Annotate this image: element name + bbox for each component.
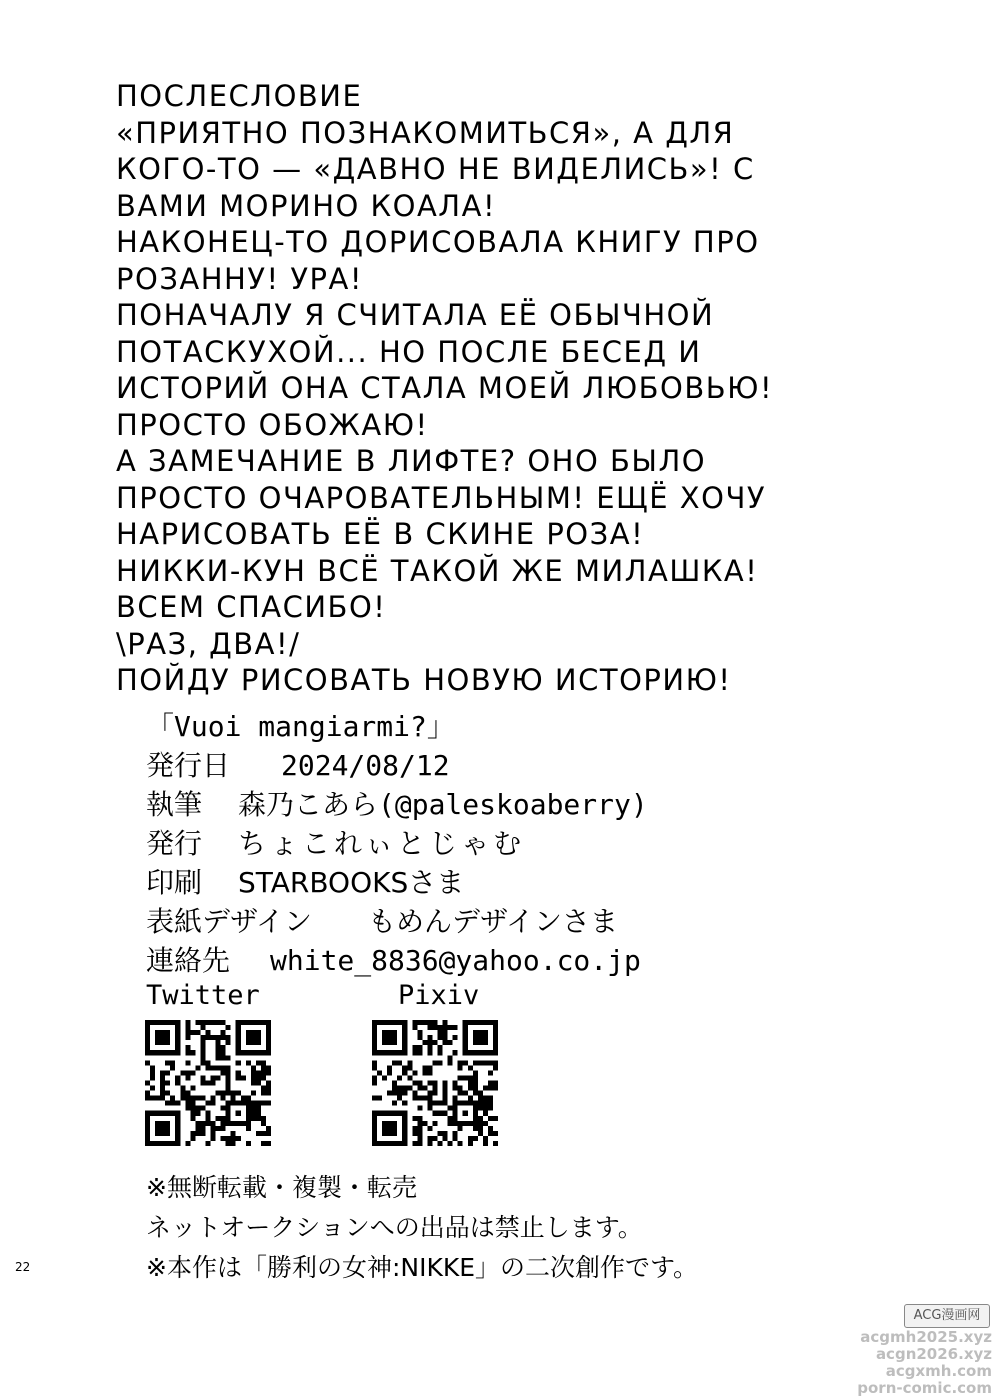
afterword-line: НИККИ-КУН ВСЁ ТАКОЙ ЖЕ МИЛАШКА!	[116, 553, 759, 588]
contact-email[interactable]: white_8836@yahoo.co.jp	[270, 944, 641, 977]
afterword-line: \РАЗ, ДВА!/	[116, 626, 301, 661]
colophon-value: ちょこれぃとじゃむ	[238, 827, 526, 860]
afterword-line: ИСТОРИЙ ОНА СТАЛА МОЕЙ ЛЮБОВЬЮ!	[116, 371, 774, 405]
book-title: 「Vuoi mangiarmi?」	[146, 710, 455, 743]
colophon-row-printer	[146, 863, 648, 902]
afterword-line: РОЗАННУ! УРА!	[116, 261, 363, 296]
colophon-row-contact	[146, 941, 648, 980]
notice-line: ネットオークションへの出品は禁止します。	[146, 1213, 643, 1242]
colophon-label: 執筆	[146, 788, 203, 821]
twitter-qr-code-icon[interactable]	[145, 1020, 271, 1146]
afterword-line: НАРИСОВАТЬ ЕЁ В СКИНЕ РОЗА!	[116, 517, 645, 551]
afterword-line: ПОЙДУ РИСОВАТЬ НОВУЮ ИСТОРИЮ!	[116, 663, 732, 697]
afterword-line: ПРОСТО ОЧАРОВАТЕЛЬНЫМ! ЕЩЁ ХОЧУ	[116, 480, 767, 515]
afterword-line: ВАМИ МОРИНО КОАЛА!	[116, 188, 497, 223]
twitter-label: Twitter	[146, 980, 260, 1011]
notice-line: ※無断転載・複製・転売	[146, 1173, 417, 1202]
colophon-label: 発行	[146, 827, 203, 860]
watermark-domain: acgmh2025.xyz	[860, 1328, 992, 1346]
watermark-domain: acgn2026.xyz	[875, 1345, 992, 1363]
colophon-row-cover-design	[146, 902, 648, 941]
afterword-line: НАКОНЕЦ-ТО ДОРИСОВАЛА КНИГУ ПРО	[116, 225, 760, 259]
colophon-value: もめんデザインさま	[368, 905, 619, 938]
colophon-value: 森乃こあら(@paleskoaberry)	[238, 788, 648, 821]
colophon-row-publisher	[146, 824, 648, 863]
notice-line: ※本作は「勝利の女神:NIKKE」の二次創作です。	[146, 1253, 699, 1282]
afterword-line: «ПРИЯТНО ПОЗНАКОМИТЬСЯ», А ДЛЯ	[116, 115, 735, 150]
colophon-label: 発行日	[146, 749, 231, 782]
afterword-line: А ЗАМЕЧАНИЕ В ЛИФТЕ? ОНО БЫЛО	[116, 444, 707, 478]
colophon-value: STARBOOKSさま	[238, 866, 465, 899]
afterword-line: ПОНАЧАЛУ Я СЧИТАЛА ЕЁ ОБЫЧНОЙ	[116, 298, 715, 332]
pixiv-label: Pixiv	[398, 980, 480, 1011]
colophon-row-date	[146, 746, 648, 785]
afterword-line: ВСЕМ СПАСИБО!	[116, 590, 387, 624]
colophon-row-author	[146, 785, 648, 824]
site-watermark	[856, 1300, 996, 1396]
afterword-line: КОГО-ТО — «ДАВНО НЕ ВИДЕЛИСЬ»! С	[116, 152, 755, 186]
page-number: 22	[15, 1260, 31, 1274]
colophon	[146, 707, 648, 980]
afterword-line: ПОТАСКУХОЙ... НО ПОСЛЕ БЕСЕД И	[116, 334, 702, 369]
afterword-line: ПРОСТО ОБОЖАЮ!	[116, 407, 429, 442]
colophon-label: 印刷	[146, 866, 203, 899]
watermark-domain: acgxmh.com	[885, 1362, 992, 1380]
watermark-brand: ACG漫画网	[904, 1304, 990, 1328]
colophon-value: 2024/08/12	[281, 749, 450, 782]
colophon-label: 連絡先	[146, 944, 231, 977]
afterword-line: ПОСЛЕСЛОВИЕ	[116, 79, 363, 113]
pixiv-qr-code-icon[interactable]	[372, 1020, 498, 1146]
watermark-domain: porn-comic.com	[857, 1379, 992, 1397]
copyright-notice	[146, 1168, 698, 1288]
colophon-label: 表紙デザイン	[146, 905, 313, 938]
afterword-text	[116, 78, 773, 699]
